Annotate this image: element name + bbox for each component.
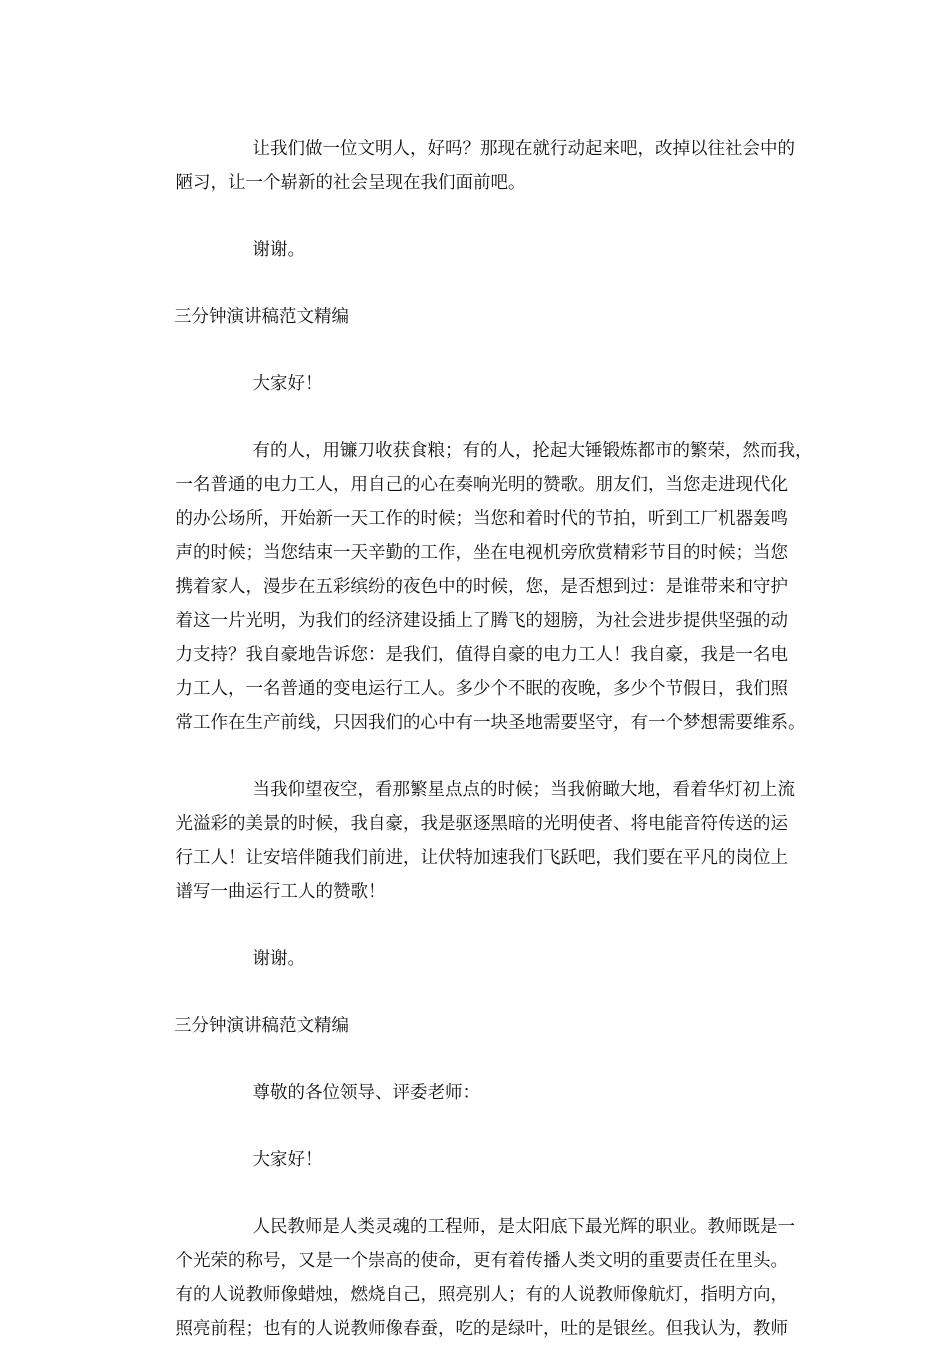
text-line: 陋习，让一个崭新的社会呈现在我们面前吧。 (175, 173, 526, 193)
text-line: 照亮前程；也有的人说教师像春蚕，吃的是绿叶，吐的是银丝。但我认为，教师 (175, 1319, 788, 1339)
text-line: 大家好！ (252, 1150, 323, 1170)
text-line: 谱写一曲运行工人的赞歌！ (175, 882, 386, 902)
paragraph-greeting-1 (137, 367, 821, 401)
section-heading-1: 三分钟演讲稿范文精编 (174, 307, 349, 327)
section-heading-2: 三分钟演讲稿范文精编 (174, 1016, 349, 1036)
text-line: 携着家人，漫步在五彩缤纷的夜色中的时候，您，是否想到过：是谁带来和守护 (175, 577, 788, 597)
text-line: 力工人，一名普通的变电运行工人。多少个不眠的夜晚，多少个节假日，我们照 (175, 679, 788, 699)
text-line: 有的人，用镰刀收获食粮；有的人，抡起大锤锻炼都市的繁荣，然而我， (252, 441, 813, 461)
paragraph-thanks-2 (137, 942, 821, 976)
text-line: 尊敬的各位领导、评委老师： (252, 1083, 480, 1103)
paragraph-greeting-2 (137, 1143, 821, 1177)
paragraph-closing-civilization (137, 132, 821, 200)
text-line: 谢谢。 (252, 240, 305, 260)
text-line: 着这一片光明，为我们的经济建设插上了腾飞的翅膀，为社会进步提供坚强的动 (175, 611, 788, 631)
paragraph-power-worker (137, 434, 821, 740)
paragraph-thanks-1 (137, 233, 821, 267)
text-line: 光溢彩的美景的时候，我自豪，我是驱逐黑暗的光明使者、将电能音符传送的运 (175, 814, 788, 834)
text-line: 有的人说教师像蜡烛，燃烧自己，照亮别人；有的人说教师像航灯，指明方向， (175, 1285, 788, 1305)
text-line: 让我们做一位文明人，好吗？那现在就行动起来吧，改掉以往社会中的 (252, 139, 795, 159)
text-line: 大家好！ (252, 374, 323, 394)
text-line: 常工作在生产前线，只因我们的心中有一块圣地需要坚守，有一个梦想需要维系。 (175, 713, 806, 733)
text-line: 行工人！让安培伴随我们前进，让伏特加速我们飞跃吧，我们要在平凡的岗位上 (175, 848, 788, 868)
document-page (137, 132, 821, 1346)
paragraph-teacher (137, 1210, 821, 1346)
paragraph-night-sky (137, 773, 821, 909)
text-line: 人民教师是人类灵魂的工程师，是太阳底下最光辉的职业。教师既是一 (252, 1217, 795, 1237)
text-line: 一名普通的电力工人，用自己的心在奏响光明的赞歌。朋友们，当您走进现代化 (175, 475, 788, 495)
text-line: 力支持？我自豪地告诉您：是我们，值得自豪的电力工人！我自豪，我是一名电 (175, 645, 788, 665)
text-line: 声的时候；当您结束一天辛勤的工作，坐在电视机旁欣赏精彩节目的时候；当您 (175, 543, 788, 563)
text-line: 当我仰望夜空，看那繁星点点的时候；当我俯瞰大地，看着华灯初上流 (252, 780, 795, 800)
text-line: 谢谢。 (252, 949, 305, 969)
text-line: 的办公场所，开始新一天工作的时候；当您和着时代的节拍，听到工厂机器轰鸣 (175, 509, 788, 529)
text-line: 个光荣的称号，又是一个崇高的使命，更有着传播人类文明的重要责任在里头。 (175, 1251, 788, 1271)
paragraph-salutation (137, 1076, 821, 1110)
